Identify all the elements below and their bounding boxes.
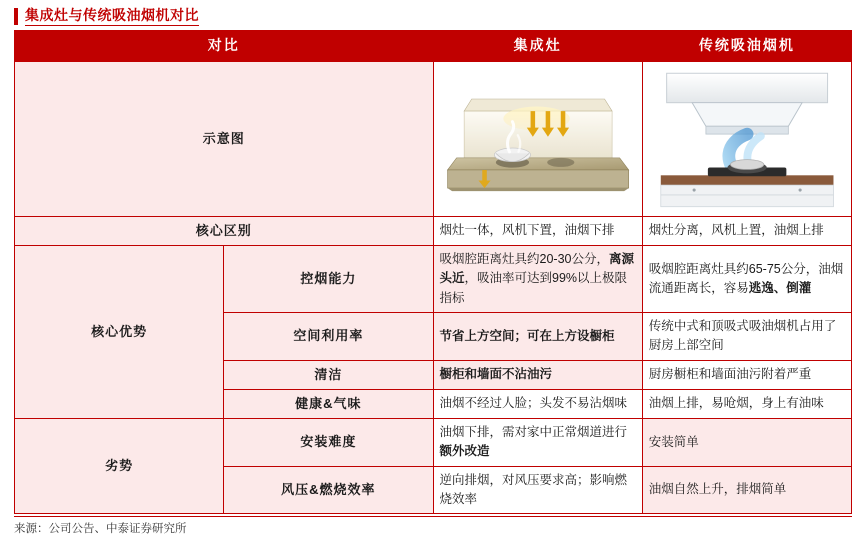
group-label-disadvantage: 劣势 (15, 418, 224, 514)
sub-label-space-usage: 空间利用率 (224, 312, 433, 360)
diagram-traditional-hood (642, 61, 851, 216)
integrated-stove-illustration (440, 68, 636, 210)
cell-core-difference-integrated: 烟灶一体，风机下置，油烟下排 (433, 216, 642, 245)
cell-cleanliness-integrated: 橱柜和墙面不沾油污 (433, 360, 642, 389)
sub-label-install-difficulty: 安装难度 (224, 418, 433, 466)
table-row (15, 61, 852, 216)
cell-health-odor-traditional: 油烟上排，易呛烟，身上有油味 (642, 389, 851, 418)
cell-smoke-control-integrated: 吸烟腔距离灶具约20-30公分，离源头近，吸油率可达到99%以上极限指标 (433, 245, 642, 312)
title-text: 集成灶与传统吸油烟机对比 (25, 7, 199, 26)
cell-install-difficulty-traditional: 安装简单 (642, 418, 851, 466)
source-note: 来源：公司公告、中泰证券研究所 (14, 516, 852, 536)
table-row (15, 245, 852, 312)
cell-core-difference-traditional: 烟灶分离，风机上置，油烟上排 (642, 216, 851, 245)
sub-label-cleanliness: 清洁 (224, 360, 433, 389)
column-header-traditional-hood: 传统吸油烟机 (642, 31, 851, 62)
sub-label-smoke-control: 控烟能力 (224, 245, 433, 312)
column-header-integrated-stove: 集成灶 (433, 31, 642, 62)
cell-cleanliness-traditional: 厨房橱柜和墙面油污附着严重 (642, 360, 851, 389)
table-body (15, 61, 852, 514)
cell-space-usage-traditional: 传统中式和顶吸式吸油烟机占用了厨房上部空间 (642, 312, 851, 360)
cell-install-difficulty-integrated: 油烟下排，需对家中正常烟道进行额外改造 (433, 418, 642, 466)
column-header-category: 对比 (15, 31, 434, 62)
diagram-integrated-stove (433, 61, 642, 216)
cell-wind-pressure-integrated: 逆向排烟，对风压要求高；影响燃烧效率 (433, 466, 642, 514)
cell-space-usage-integrated: 节省上方空间；可在上方设橱柜 (433, 312, 642, 360)
group-label-core-advantage: 核心优势 (15, 245, 224, 418)
row-label-core-difference: 核心区别 (15, 216, 434, 245)
diagram-traditional-hood-image (649, 66, 845, 212)
cell-smoke-control-traditional: 吸烟腔距离灶具约65-75公分，油烟流通距离长，容易逃逸、倒灌 (642, 245, 851, 312)
cell-wind-pressure-traditional: 油烟自然上升，排烟简单 (642, 466, 851, 514)
table-row (15, 216, 852, 245)
table-row (15, 418, 852, 466)
page-title (14, 5, 199, 27)
sub-label-health-odor: 健康&气味 (224, 389, 433, 418)
table-head (15, 31, 852, 62)
traditional-hood-illustration (649, 68, 845, 210)
table-header-row (15, 31, 852, 62)
cell-health-odor-integrated: 油烟不经过人脸；头发不易沾烟味 (433, 389, 642, 418)
title-accent-bar (14, 8, 18, 25)
row-label-diagram: 示意图 (15, 61, 434, 216)
sub-label-wind-pressure: 风压&燃烧效率 (224, 466, 433, 514)
comparison-table (14, 30, 852, 514)
diagram-integrated-stove-image (440, 66, 636, 212)
